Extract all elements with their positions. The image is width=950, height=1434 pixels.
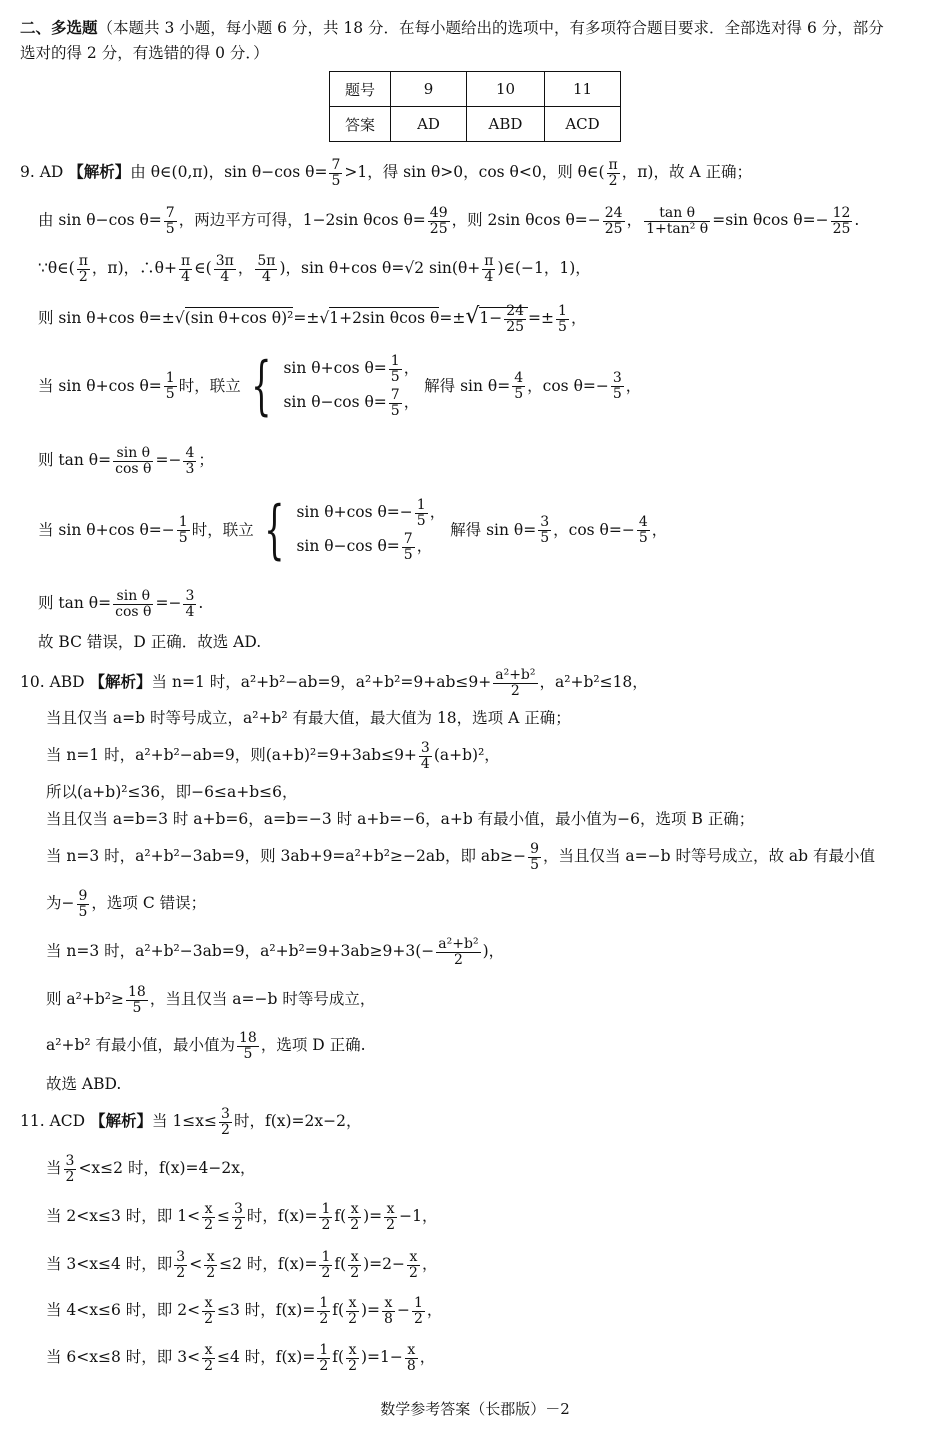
- q10-line-9: [46, 985, 375, 1015]
- fraction: $\frac{9}{5}$: [530, 841, 539, 873]
- fraction: $\frac{x}{2}$: [206, 1249, 216, 1281]
- text: ，: [570, 309, 587, 328]
- text: ≤: [217, 1207, 230, 1226]
- text: )=1−: [360, 1348, 403, 1367]
- fraction: $\frac{x}{2}$: [409, 1249, 418, 1281]
- fraction: $\frac{\pi}{2}$: [608, 157, 618, 189]
- text: ，: [426, 1301, 443, 1320]
- q10-line-3: [46, 741, 500, 771]
- text: ；: [198, 451, 214, 470]
- text: 当 n=1 时，a²+b²−ab=9，a²+b²=9+ab≤9+: [151, 673, 492, 692]
- text: ≤3 时，f(x)=: [217, 1301, 316, 1320]
- q9-line-2: [38, 206, 859, 236]
- text: ，则 2sin θcos θ=−: [451, 211, 601, 230]
- text: ，当且仅当 a=−b 时等号成立，故 ab 有最小值: [542, 847, 875, 866]
- text: =±: [439, 309, 466, 328]
- fraction: $\frac{3}{4}$: [185, 588, 195, 620]
- q10-line-6: [46, 842, 875, 872]
- text: 1+2sin θcos θ: [329, 309, 440, 328]
- sqrt-content: 1− $\frac{24}{25}$: [479, 307, 528, 327]
- text: ，: [237, 259, 254, 278]
- fraction: $\frac{\text{a²+b²}}{2}$: [495, 667, 536, 699]
- fraction: $\frac{\pi}{2}$: [78, 253, 88, 285]
- fraction: $\frac{18}{5}$: [128, 984, 146, 1016]
- fraction: $\frac{x}{8}$: [384, 1295, 393, 1327]
- fraction: $\frac{x}{8}$: [406, 1342, 416, 1374]
- text: 为−: [46, 894, 75, 913]
- fraction: $\frac{1}{2}$: [319, 1342, 329, 1374]
- fraction: $\frac{4}{3}$: [185, 445, 195, 477]
- text: .: [854, 211, 860, 230]
- text: ，π)，故 A 正确；: [621, 163, 753, 182]
- text: ，: [419, 1348, 436, 1367]
- text: 则 tan θ=: [38, 451, 112, 470]
- q10-tag: 【解析】: [89, 672, 152, 692]
- text: )=: [363, 1207, 383, 1226]
- q10-line-10: [46, 1031, 366, 1061]
- fraction: $\frac{7}{5}$: [331, 157, 341, 189]
- table-cell: AD: [391, 107, 467, 142]
- fraction: $\frac{x}{2}$: [204, 1342, 213, 1374]
- q10-line-4: 所以(a+b)²≤36，即−6≤a+b≤6，: [46, 783, 298, 801]
- fraction: $\frac{x}{2}$: [204, 1201, 213, 1233]
- text: 当 n=3 时，a²+b²−3ab=9，a²+b²=9+3ab≥9+3(−: [46, 942, 435, 961]
- q9-conclusion: 故 BC 错误，D 正确．故选 AD.: [38, 633, 262, 651]
- table-cell: ABD: [467, 107, 545, 142]
- text: a²+b² 有最小值，最小值为: [46, 1036, 236, 1055]
- brace-icon: {: [263, 493, 285, 568]
- fraction: $\frac{x}{2}$: [348, 1342, 357, 1374]
- text: ，: [421, 1255, 438, 1274]
- q10-conclusion: 故选 ABD.: [46, 1075, 122, 1093]
- q10-line-1: [20, 668, 648, 698]
- q9-line-6: [38, 446, 214, 476]
- text: <x≤2 时，f(x)=4−2x，: [78, 1159, 256, 1178]
- section-title: 二、多选题: [20, 18, 98, 37]
- equation-system: 当 sin θ+cos θ= $\frac{1}{5}$ 时，联立 { sin θ+cos θ= $\frac{1}{5}$ ， sin θ−cos θ= $\frac{7}{5}$ ， 解得 sin θ= $\frac{4}{5}$ ，cos θ=− $\frac{3}{5}$ ，: [38, 349, 642, 424]
- q9-line-5: [38, 350, 641, 423]
- section-desc-1: （本题共 3 小题，每小题 6 分，共 18 分．在每小题给出的选项中，有多项符合题目要求．全部选对得 6 分，部分: [97, 19, 884, 37]
- fraction: $\frac{3}{2}$: [234, 1201, 243, 1233]
- text: f(: [334, 1207, 347, 1226]
- sqrt-icon: √: [174, 309, 185, 328]
- fraction: $\frac{3}{2}$: [176, 1249, 186, 1281]
- text: =−: [155, 594, 182, 613]
- sqrt-icon: √: [319, 309, 330, 328]
- text: 则 tan θ=: [38, 594, 112, 613]
- brace-icon: {: [250, 349, 272, 424]
- text: ，a²+b²≤18，: [539, 673, 648, 692]
- fraction: $\frac{1}{2}$: [413, 1295, 423, 1327]
- q11-line-5: [46, 1296, 442, 1326]
- fraction: $\frac{\text{sin θ}}{\text{cos θ}}$: [115, 588, 152, 620]
- text: 由 sin θ−cos θ=: [38, 211, 162, 230]
- answer-table: [329, 71, 621, 142]
- fraction: $\frac{1}{2}$: [319, 1295, 329, 1327]
- q9-line-8: [38, 589, 203, 619]
- fraction: $\frac{3}{2}$: [65, 1153, 75, 1185]
- page-footer: 数学参考答案（长郡版）－2: [380, 1400, 570, 1418]
- text: ≤2 时，f(x)=: [219, 1255, 318, 1274]
- section-header: [20, 20, 884, 37]
- fraction: $\frac{1}{2}$: [321, 1201, 331, 1233]
- fraction: $\frac{7}{5}$: [165, 205, 175, 237]
- q9-tag: 【解析】: [68, 162, 131, 182]
- text: ，选项 C 错误；: [91, 894, 207, 913]
- fraction: $\frac{\pi}{4}$: [484, 253, 494, 285]
- section-desc-2: 选对的得 2 分，有选错的得 0 分．）: [20, 44, 269, 62]
- text: −1，: [399, 1207, 438, 1226]
- table-cell: ACD: [545, 107, 621, 142]
- sqrt-icon: √: [465, 304, 480, 330]
- text: <: [189, 1255, 203, 1274]
- text: 由 θ∈(0,π)，sin θ−cos θ=: [130, 163, 328, 182]
- text: −: [396, 1301, 410, 1320]
- fraction: $\frac{\text{sin θ}}{\text{cos θ}}$: [115, 445, 152, 477]
- fraction: $\frac{24}{25}$: [604, 205, 623, 237]
- fraction: $\frac{1}{5}$: [558, 303, 567, 335]
- q10-line-5: 当且仅当 a=b=3 时 a+b=6，a=b=−3 时 a+b=−6，a+b 有最小值，最小值为−6，选项 B 正确；: [46, 810, 755, 828]
- fraction: $\frac{\pi}{4}$: [180, 253, 191, 285]
- text: ，: [626, 211, 643, 230]
- table-row: [330, 72, 621, 107]
- text: 当 3<x≤4 时，即: [46, 1255, 173, 1274]
- fraction: $\frac{x}{2}$: [204, 1295, 213, 1327]
- text: 当 6<x≤8 时，即 3<: [46, 1348, 201, 1367]
- q11-line-3: [46, 1202, 437, 1232]
- text: f(: [332, 1301, 345, 1320]
- table-cell: 10: [467, 72, 545, 107]
- fraction: $\frac{x}{2}$: [348, 1295, 357, 1327]
- text: )=: [360, 1301, 381, 1320]
- text: ∈(: [194, 259, 212, 278]
- table-cell: 9: [391, 72, 467, 107]
- fraction: $\frac{49}{25}$: [429, 205, 448, 237]
- text: 当 2<x≤3 时，即 1<: [46, 1207, 201, 1226]
- text: >1，得 sin θ>0，cos θ<0，则 θ∈(: [344, 163, 605, 182]
- text: 当 1≤x≤: [152, 1112, 218, 1131]
- q9-line-7: [38, 494, 667, 567]
- q11-line-1: [20, 1107, 361, 1137]
- fraction: $\frac{18}{5}$: [239, 1030, 257, 1062]
- fraction: $\frac{x}{2}$: [350, 1249, 360, 1281]
- q9-head: 9. AD: [20, 163, 64, 182]
- text: 当: [46, 1159, 62, 1178]
- fraction: $\frac{9}{5}$: [78, 888, 88, 920]
- text: )，sin θ+cos θ=√2 sin(θ+: [279, 259, 481, 278]
- fraction: $\frac{5\pi}{4}$: [257, 253, 276, 285]
- text: 则 a²+b²≥: [46, 990, 124, 1009]
- text: ，两边平方可得，1−2sin θcos θ=: [178, 211, 426, 230]
- q11-tag: 【解析】: [90, 1111, 153, 1131]
- text: )∈(−1，1)，: [497, 259, 591, 278]
- text: 当 sin θ+cos θ=: [38, 376, 162, 395]
- text: (sin θ+cos θ)²: [184, 309, 294, 328]
- q11-line-6: [46, 1343, 435, 1373]
- text: =±: [528, 309, 555, 328]
- q10-line-8: [46, 937, 504, 967]
- fraction: $\frac{\text{a²+b²}}{2}$: [438, 936, 479, 968]
- text: 则 sin θ+cos θ=±: [38, 309, 175, 328]
- fraction: $\frac{3}{2}$: [221, 1106, 230, 1138]
- text: f(: [334, 1255, 347, 1274]
- text: =−: [155, 451, 182, 470]
- q10-line-7: [46, 889, 206, 919]
- text: )，: [482, 942, 505, 961]
- table-cell: 题号: [330, 72, 391, 107]
- q9-line-4: [38, 304, 586, 334]
- table-row: [330, 107, 621, 142]
- text: 时，联立: [191, 520, 254, 539]
- text: ，π)，∴θ+: [91, 259, 177, 278]
- text: )=2−: [363, 1255, 406, 1274]
- text: ≤4 时，f(x)=: [217, 1348, 316, 1367]
- fraction: $\frac{3}{4}$: [420, 740, 430, 772]
- text: 时，f(x)=: [246, 1207, 318, 1226]
- q11-head: 11. ACD: [20, 1112, 86, 1131]
- text: .: [198, 594, 204, 613]
- q11-line-4: [46, 1250, 437, 1280]
- text: =±: [293, 309, 320, 328]
- q10-head: 10. ABD: [20, 673, 85, 692]
- text: 时，联立: [178, 376, 241, 395]
- q10-line-2: 当且仅当 a=b 时等号成立，a²+b² 有最大值，最大值为 18，选项 A 正确；: [46, 709, 571, 727]
- fraction: $\frac{\text{tan θ}}{\text{1+tan² θ}}$: [646, 205, 709, 237]
- fraction: $\frac{12}{25}$: [832, 205, 851, 237]
- text: 当 sin θ+cos θ=−: [38, 520, 175, 539]
- table-cell: 11: [545, 72, 621, 107]
- text: (a+b)²，: [433, 746, 500, 765]
- fraction: $\frac{x}{2}$: [386, 1201, 396, 1233]
- q9-line-3: [38, 254, 591, 284]
- fraction: $\frac{1}{2}$: [321, 1249, 331, 1281]
- text: ∵θ∈(: [38, 259, 75, 278]
- text: 时，f(x)=2x−2，: [233, 1112, 362, 1131]
- text: 当 n=3 时，a²+b²−3ab=9，则 3ab+9=a²+b²≥−2ab，即 ab≥−: [46, 847, 527, 866]
- text: ，选项 D 正确.: [260, 1036, 366, 1055]
- table-cell: 答案: [330, 107, 391, 142]
- text: ，当且仅当 a=−b 时等号成立，: [149, 990, 376, 1009]
- text: 当 4<x≤6 时，即 2<: [46, 1301, 201, 1320]
- equation-system: 当 sin θ+cos θ=− $\frac{1}{5}$ 时，联立 { sin θ+cos θ=− $\frac{1}{5}$ ， sin θ−cos θ= $\frac{7}{5}$ ， 解得 sin θ= $\frac{3}{5}$ ，cos θ=− $\frac{4}{5}$ ，: [38, 493, 668, 568]
- fraction: $\frac{x}{2}$: [350, 1201, 360, 1233]
- fraction: $\frac{3\pi}{4}$: [215, 253, 234, 285]
- q11-line-2: [46, 1154, 255, 1184]
- q9-line-1: [20, 158, 752, 188]
- text: =sin θcos θ=−: [712, 211, 829, 230]
- text: f(: [332, 1348, 345, 1367]
- text: 当 n=1 时，a²+b²−ab=9，则(a+b)²=9+3ab≤9+: [46, 746, 417, 765]
